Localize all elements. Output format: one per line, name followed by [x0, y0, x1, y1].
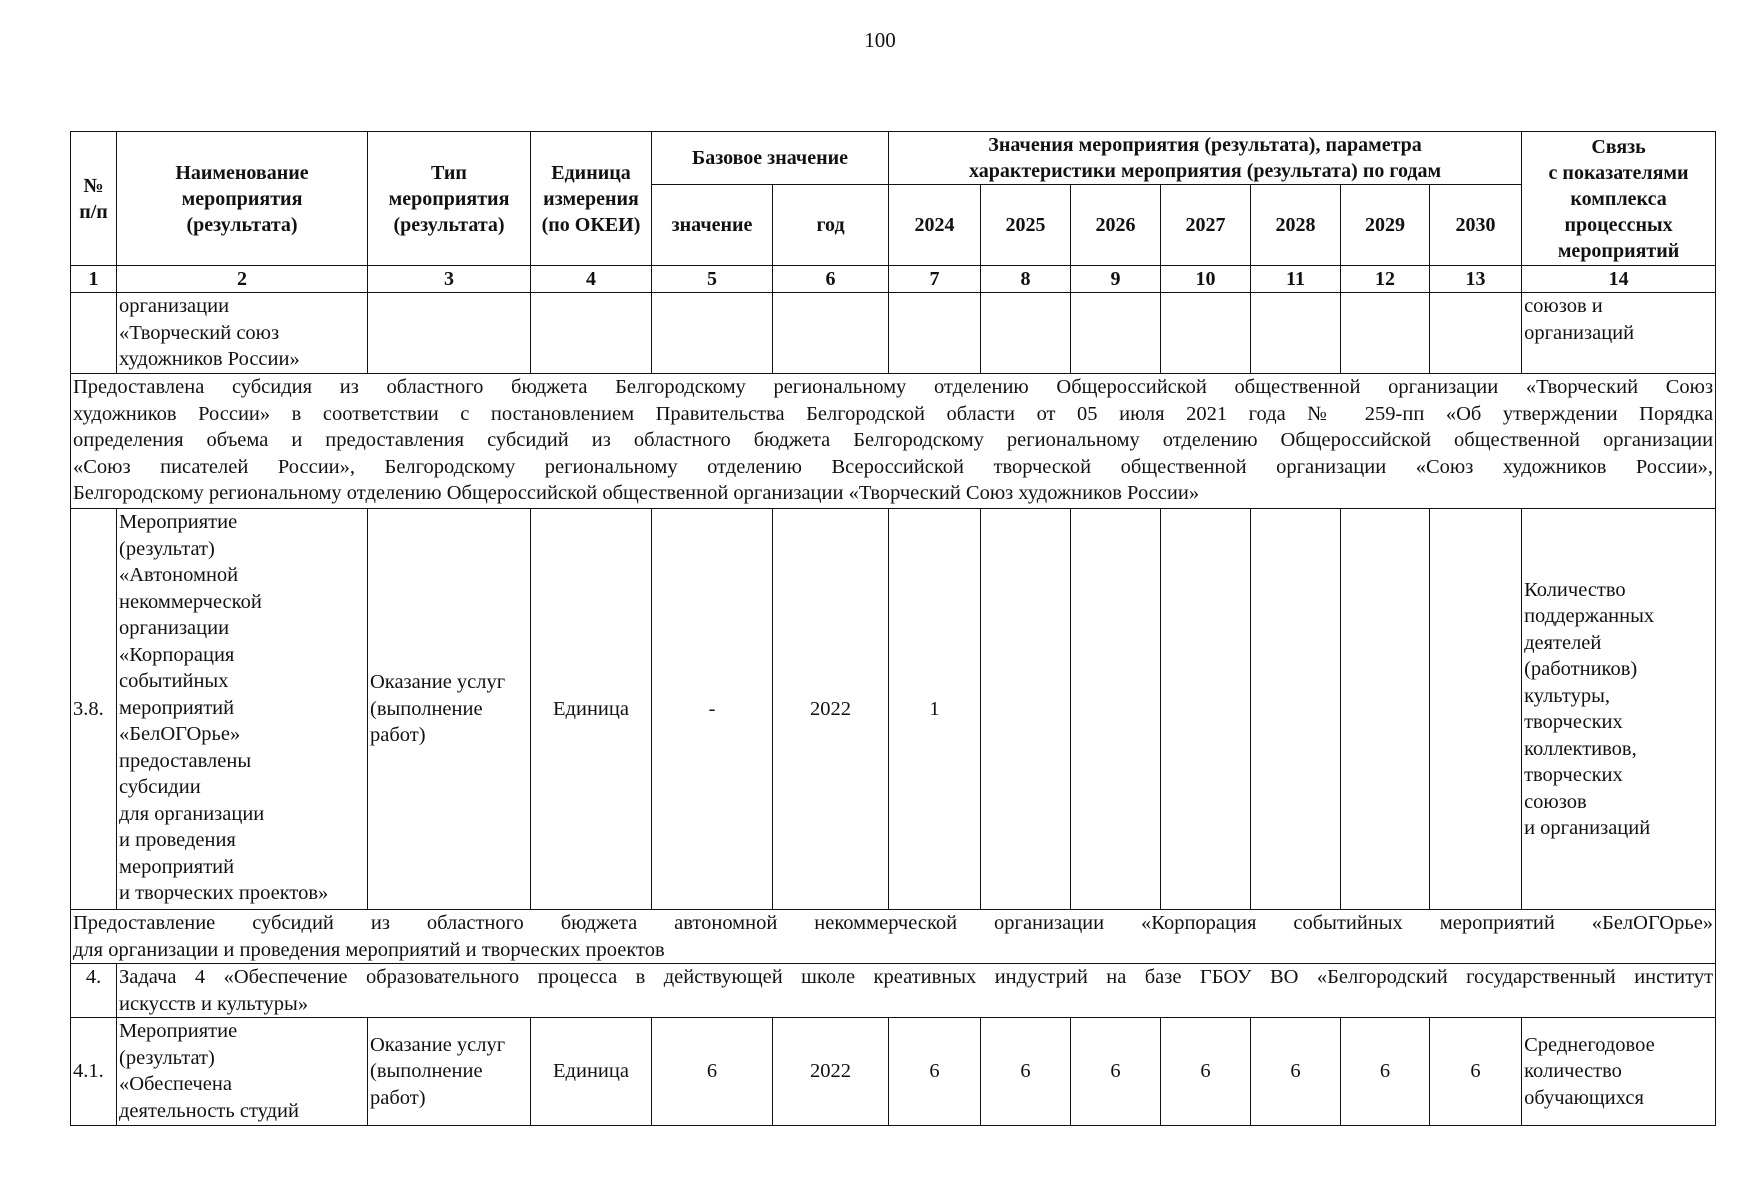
text-line: организаций: [1524, 321, 1635, 344]
header-unit: [531, 132, 652, 266]
column-number: 1: [71, 266, 117, 293]
note-row: [71, 374, 1716, 509]
table-row-3-8: [71, 509, 1716, 910]
text-line: событийных: [119, 670, 229, 692]
text-line: количество: [1524, 1060, 1622, 1083]
row-name: [117, 1018, 368, 1126]
text-line: поддержанных: [1524, 605, 1655, 627]
task-text: [117, 964, 1716, 1018]
row-name: [117, 293, 368, 374]
text-line: творческих: [1524, 764, 1623, 786]
header-link: [1522, 132, 1716, 266]
row-value-2027: [1161, 509, 1251, 910]
text-line: Связь: [1591, 135, 1646, 158]
row-link: [1522, 509, 1716, 910]
column-number: 4: [531, 266, 652, 293]
row-num: 3.8.: [71, 509, 117, 910]
text-line: организации: [119, 295, 230, 317]
text-line: процессных: [1564, 213, 1673, 236]
header-year: 2024: [889, 185, 981, 266]
text-line: для организации: [119, 802, 265, 825]
text-line: (результат): [119, 537, 215, 560]
row-value-2024: 6: [889, 1018, 981, 1126]
text-line: Значения мероприятия (результата), параметра: [988, 134, 1422, 156]
text-line: и организаций: [1524, 817, 1651, 839]
header-year: 2026: [1071, 185, 1161, 266]
text-line: Оказание услуг: [370, 671, 506, 694]
text-line: с показателями: [1548, 161, 1689, 184]
row-value-2028: [1251, 509, 1341, 910]
text-line: п/п: [79, 200, 108, 223]
column-number: 2: [117, 266, 368, 293]
text-line: Предоставлена субсидия из областного бюджета Белгородскому региональному отделению Общероссийской общественной организации «Творческий Союз: [73, 376, 1714, 398]
row-value-2027: 6: [1161, 1018, 1251, 1126]
header-values-by-year: [889, 132, 1522, 185]
results-table: [70, 131, 1716, 1126]
text-line: Единица: [551, 161, 631, 184]
column-number: 5: [652, 266, 773, 293]
text-line: некоммерческой: [119, 590, 262, 613]
text-line: Предоставление субсидий из областного бюджета автономной некоммерческой организации «Корпорация событийных мероприятий «БелОГОрье»: [73, 912, 1714, 934]
column-number: 9: [1071, 266, 1161, 293]
table-row-continued: [71, 293, 1716, 374]
text-line: измерения: [543, 187, 639, 210]
row-link: [1522, 1018, 1716, 1126]
text-line: мероприятий: [119, 696, 235, 719]
header-year: 2028: [1251, 185, 1341, 266]
row-type: [368, 1018, 531, 1126]
text-line: Белгородскому региональному отделению Общероссийской общественной организации «Творческий Союз художников России»: [73, 482, 1200, 504]
row-base-value: -: [652, 509, 773, 910]
text-line: Количество: [1524, 578, 1626, 601]
row-value-2028: 6: [1251, 1018, 1341, 1126]
header-num: [71, 132, 117, 266]
row-name: [117, 509, 368, 910]
row-value-2024: 1: [889, 509, 981, 910]
task-num: 4.: [71, 964, 117, 1018]
text-line: определения объема и предоставления субсидий из областного бюджета Белгородскому региональному отделению Общероссийской общественной организации: [73, 429, 1714, 451]
row-value-2025: 6: [981, 1018, 1071, 1126]
row-unit: Единица: [531, 509, 652, 910]
header-type: [368, 132, 531, 266]
text-line: художников России»: [119, 348, 300, 370]
row-value-2026: 6: [1071, 1018, 1161, 1126]
note-text: [71, 374, 1716, 509]
header-year: 2030: [1430, 185, 1522, 266]
row-type: [368, 509, 531, 910]
text-line: (результат): [119, 1046, 215, 1069]
text-line: мероприятий: [1557, 239, 1680, 262]
column-number: 13: [1430, 266, 1522, 293]
text-line: творческих: [1524, 711, 1623, 733]
column-number: 11: [1251, 266, 1341, 293]
column-number: 6: [773, 266, 889, 293]
header-base-value: значение: [652, 185, 773, 266]
row-num: 4.1.: [71, 1018, 117, 1126]
text-line: работ): [370, 724, 426, 747]
text-line: деятелей: [1524, 631, 1602, 654]
row-link: [1522, 293, 1716, 374]
row-value-2029: [1341, 509, 1430, 910]
note-row: [71, 910, 1716, 964]
text-line: характеристики мероприятия (результата) по годам: [968, 160, 1442, 182]
text-line: Мероприятие: [119, 1020, 238, 1042]
text-line: (результата): [393, 213, 505, 236]
text-line: Наименование: [175, 161, 309, 184]
text-line: Среднегодовое: [1524, 1033, 1655, 1056]
row-value-2025: [981, 509, 1071, 910]
text-line: коллективов,: [1524, 737, 1637, 760]
text-line: и творческих проектов»: [119, 882, 329, 904]
text-line: работ): [370, 1086, 426, 1109]
text-line: «Корпорация: [119, 643, 235, 666]
text-line: субсидии: [119, 776, 201, 798]
text-line: культуры,: [1524, 684, 1610, 707]
text-line: Задача 4 «Обеспечение образовательного процесса в действующей школе креативных индустрий на базе ГБОУ ВО «Белгородский государственный институт: [119, 966, 1714, 988]
text-line: (работников): [1524, 658, 1638, 680]
task-row: [71, 964, 1716, 1018]
text-line: «Обеспечена: [119, 1073, 232, 1095]
header-year: 2025: [981, 185, 1071, 266]
text-line: мероприятий: [119, 855, 235, 878]
header-row: [71, 132, 1716, 185]
text-line: мероприятия: [388, 187, 510, 210]
text-line: комплекса: [1570, 187, 1667, 210]
note-text: [71, 910, 1716, 964]
text-line: организации: [119, 617, 230, 639]
row-base-year: 2022: [773, 509, 889, 910]
row-value-2030: [1430, 509, 1522, 910]
text-line: союзов: [1524, 790, 1587, 813]
text-line: деятельность студий: [119, 1099, 299, 1122]
row-value-2029: 6: [1341, 1018, 1430, 1126]
text-line: предоставлены: [119, 749, 252, 772]
text-line: искусств и культуры»: [119, 992, 309, 1015]
column-number: 14: [1522, 266, 1716, 293]
text-line: №: [83, 174, 104, 197]
row-base-value: 6: [652, 1018, 773, 1126]
column-number: 3: [368, 266, 531, 293]
text-line: для организации и проведения мероприятий и творческих проектов: [73, 938, 665, 961]
text-line: союзов и: [1524, 295, 1603, 317]
header-name: [117, 132, 368, 266]
row-base-year: 2022: [773, 1018, 889, 1126]
page-number: 100: [864, 28, 896, 52]
text-line: художников России» в соответствии с постановлением Правительства Белгородской области от 05 июля 2021 года № 259-пп «Об утверждении Порядка: [73, 402, 1714, 425]
header-base-year: год: [773, 185, 889, 266]
text-line: (результата): [186, 213, 298, 236]
text-line: Оказание услуг: [370, 1033, 506, 1056]
text-line: мероприятия: [181, 187, 303, 210]
text-line: «БелОГОрье»: [119, 723, 241, 745]
column-number: 12: [1341, 266, 1430, 293]
table-row-4-1: [71, 1018, 1716, 1126]
text-line: Мероприятие: [119, 511, 238, 533]
text-line: «Автономной: [119, 564, 239, 586]
header-base: Базовое значение: [652, 132, 889, 185]
text-line: (выполнение: [370, 1060, 483, 1083]
text-line: «Творческий союз: [119, 321, 280, 344]
text-line: (выполнение: [370, 697, 483, 720]
column-number: 7: [889, 266, 981, 293]
text-line: Тип: [431, 161, 467, 184]
text-line: «Союз писателей России», Белгородскому региональному отделению Всероссийской творческой общественной организации «Союз художников России»,: [73, 455, 1714, 478]
row-value-2026: [1071, 509, 1161, 910]
row-unit: Единица: [531, 1018, 652, 1126]
row-value-2030: 6: [1430, 1018, 1522, 1126]
text-line: (по ОКЕИ): [541, 213, 641, 236]
header-year: 2027: [1161, 185, 1251, 266]
text-line: и проведения: [119, 829, 236, 851]
header-year: 2029: [1341, 185, 1430, 266]
column-number: 8: [981, 266, 1071, 293]
column-number: 10: [1161, 266, 1251, 293]
text-line: обучающихся: [1524, 1086, 1644, 1109]
column-numbers-row: [71, 266, 1716, 293]
